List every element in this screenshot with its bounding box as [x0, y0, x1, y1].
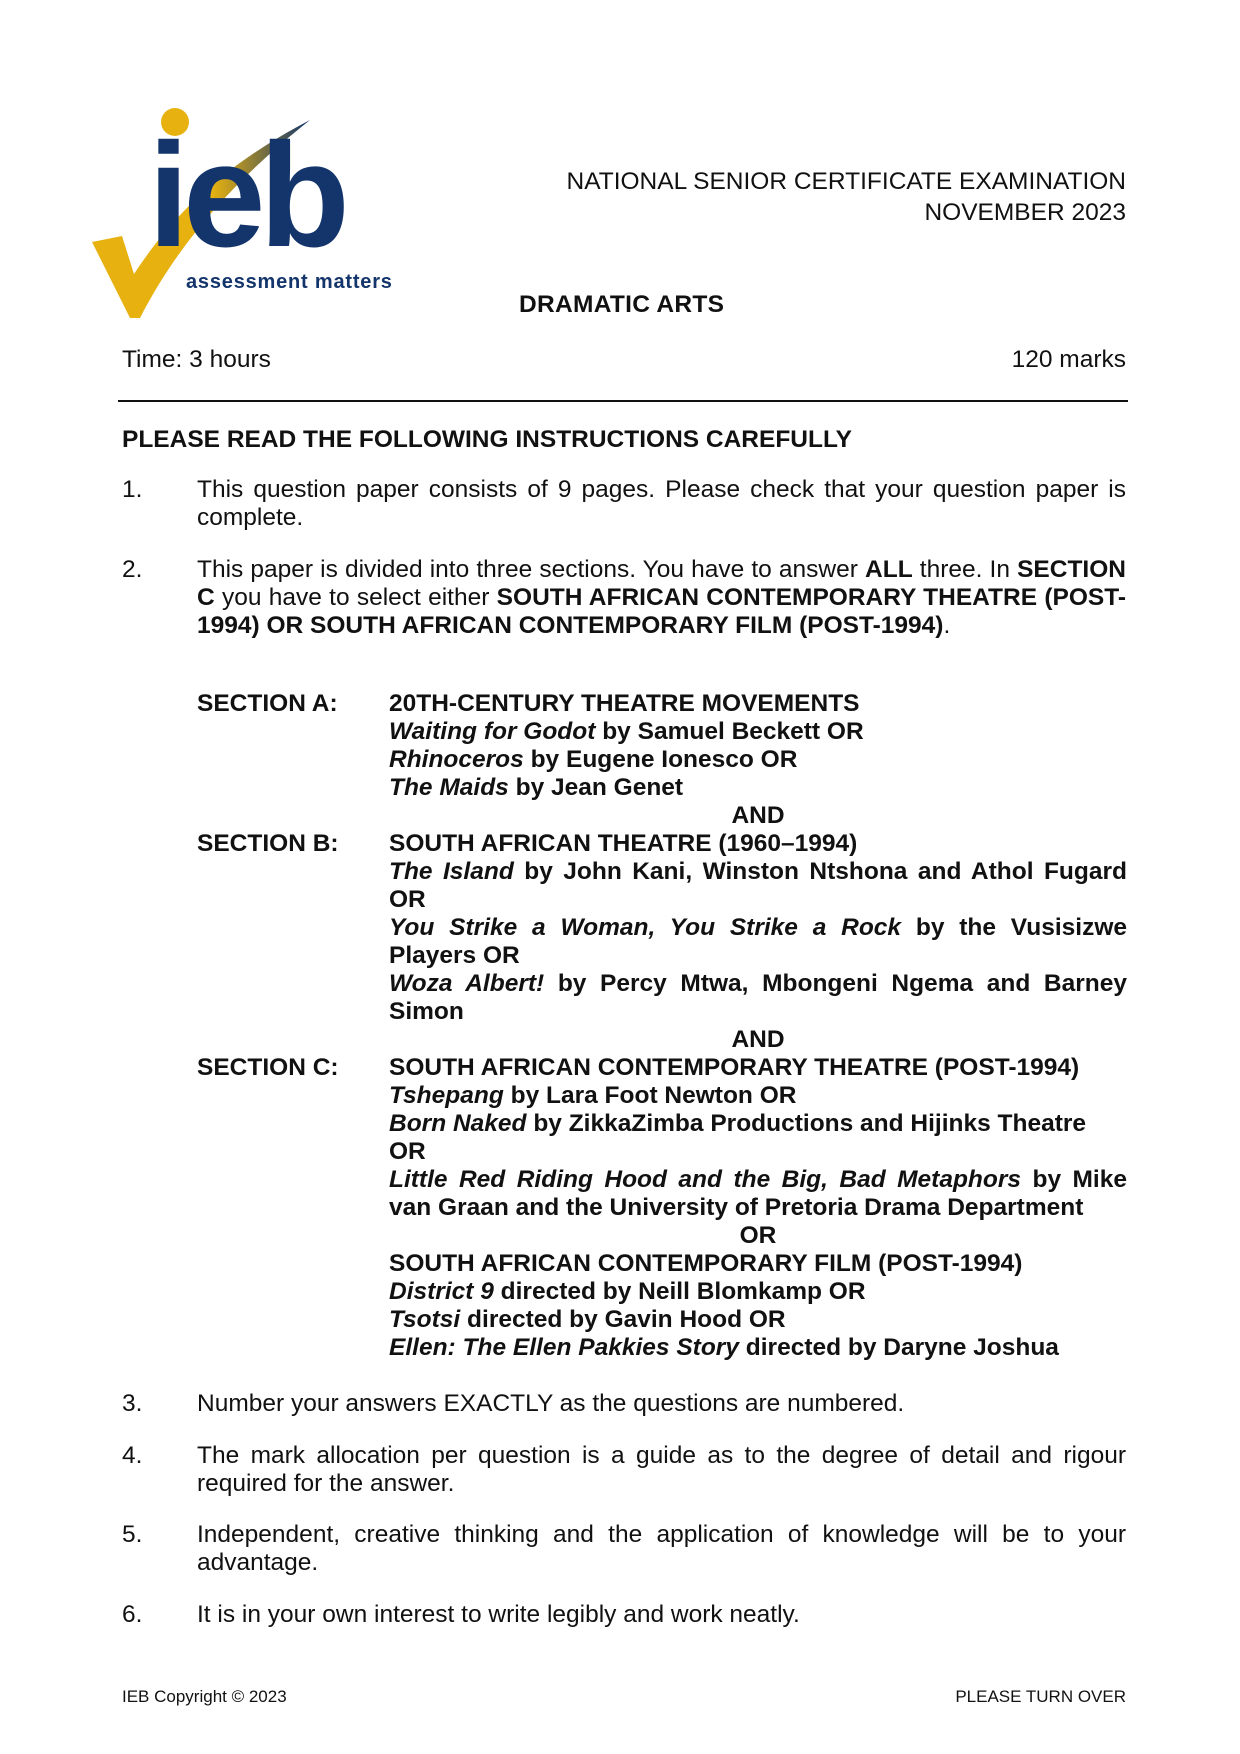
- section-a-label: SECTION A:: [197, 690, 338, 717]
- instruction-number: 2.: [122, 556, 143, 583]
- ieb-logo: [92, 96, 432, 326]
- footer-turn-over: PLEASE TURN OVER: [955, 1687, 1126, 1706]
- film-item: District 9 directed by Neill Blomkamp OR: [389, 1278, 866, 1305]
- work-item-cont: Simon: [389, 998, 464, 1025]
- film-heading: SOUTH AFRICAN CONTEMPORARY FILM (POST-1994): [389, 1250, 1023, 1277]
- instruction-text: It is in your own interest to write legibly and work neatly.: [197, 1601, 800, 1628]
- and-separator: AND: [731, 1026, 785, 1053]
- section-c: [197, 1054, 1127, 1222]
- work-item: Rhinoceros by Eugene Ionesco OR: [389, 746, 798, 773]
- instruction-item: [122, 1521, 1126, 1577]
- ieb-logo-graphic: [92, 96, 432, 326]
- instruction-item: [122, 476, 1126, 532]
- work-item: The Maids by Jean Genet: [389, 774, 684, 801]
- sections-list: [197, 690, 1127, 1362]
- work-item: Tshepang by Lara Foot Newton OR: [389, 1082, 797, 1109]
- work-or: OR: [389, 1138, 426, 1165]
- section-c-label: SECTION C:: [197, 1054, 339, 1081]
- film-item: Ellen: The Ellen Pakkies Story directed by Daryne Joshua: [389, 1334, 1059, 1361]
- instruction-item: [122, 1601, 1126, 1629]
- instruction-text: This paper is divided into three sections. You have to answer ALL three. In SECTION C you have to select either SOUTH AFRICAN CONTEMPORARY THEATRE (POST-1994) OR SOUTH AFRICAN CONTEMPORARY FILM (POST-1994).: [197, 556, 1126, 639]
- logo-tagline: assessment matters: [186, 271, 393, 293]
- or-separator: OR: [739, 1222, 777, 1249]
- section-b-heading: SOUTH AFRICAN THEATRE (1960–1994): [389, 830, 858, 857]
- instruction-number: 6.: [122, 1601, 143, 1628]
- instruction-text: The mark allocation per question is a guide as to the degree of detail and rigour required for the answer.: [197, 1442, 1126, 1497]
- logo-letters: ieb: [148, 113, 344, 278]
- section-a: [197, 690, 1127, 802]
- work-item: The Island by John Kani, Winston Ntshona and Athol Fugard: [389, 858, 1127, 885]
- work-item: Born Naked by ZikkaZimba Productions and Hijinks Theatre: [389, 1110, 1087, 1137]
- section-c-film: [197, 1250, 1127, 1362]
- work-or: OR: [389, 886, 426, 913]
- instruction-text: This question paper consists of 9 pages. Please check that your question paper is complete.: [197, 476, 1126, 531]
- instruction-text: Number your answers EXACTLY as the questions are numbered.: [197, 1390, 905, 1417]
- time-allowed: Time: 3 hours: [122, 346, 271, 373]
- instruction-number: 1.: [122, 476, 143, 503]
- instruction-text: Independent, creative thinking and the application of knowledge will be to your advantage.: [197, 1521, 1126, 1576]
- work-item: You Strike a Woman, You Strike a Rock by the Vusisizwe: [389, 914, 1127, 941]
- section-c-heading: SOUTH AFRICAN CONTEMPORARY THEATRE (POST-1994): [389, 1054, 1080, 1081]
- total-marks: 120 marks: [1011, 346, 1126, 373]
- instruction-number: 5.: [122, 1521, 143, 1548]
- work-item-cont: Players OR: [389, 942, 520, 969]
- instruction-item: [122, 1442, 1126, 1498]
- work-item-cont: van Graan and the University of Pretoria Drama Department: [389, 1194, 1084, 1221]
- work-item: Waiting for Godot by Samuel Beckett OR: [389, 718, 864, 745]
- exam-date: NOVEMBER 2023: [924, 199, 1126, 226]
- subject-title: DRAMATIC ARTS: [519, 291, 725, 318]
- work-item: Little Red Riding Hood and the Big, Bad Metaphors by Mike: [389, 1166, 1127, 1193]
- footer-copyright: IEB Copyright © 2023: [122, 1687, 287, 1706]
- instruction-item: [122, 1390, 1126, 1418]
- exam-title: NATIONAL SENIOR CERTIFICATE EXAMINATION: [566, 168, 1126, 195]
- work-item: Woza Albert! by Percy Mtwa, Mbongeni Ngema and Barney: [389, 970, 1127, 997]
- section-a-heading: 20TH-CENTURY THEATRE MOVEMENTS: [389, 690, 860, 717]
- section-b: [197, 830, 1127, 1026]
- instruction-item: [122, 556, 1126, 640]
- film-item: Tsotsi directed by Gavin Hood OR: [389, 1306, 786, 1333]
- instructions-heading: PLEASE READ THE FOLLOWING INSTRUCTIONS CAREFULLY: [122, 426, 853, 453]
- section-b-label: SECTION B:: [197, 830, 339, 857]
- instruction-number: 3.: [122, 1390, 143, 1417]
- header-divider: [118, 400, 1128, 402]
- instruction-number: 4.: [122, 1442, 143, 1469]
- and-separator: AND: [731, 802, 785, 829]
